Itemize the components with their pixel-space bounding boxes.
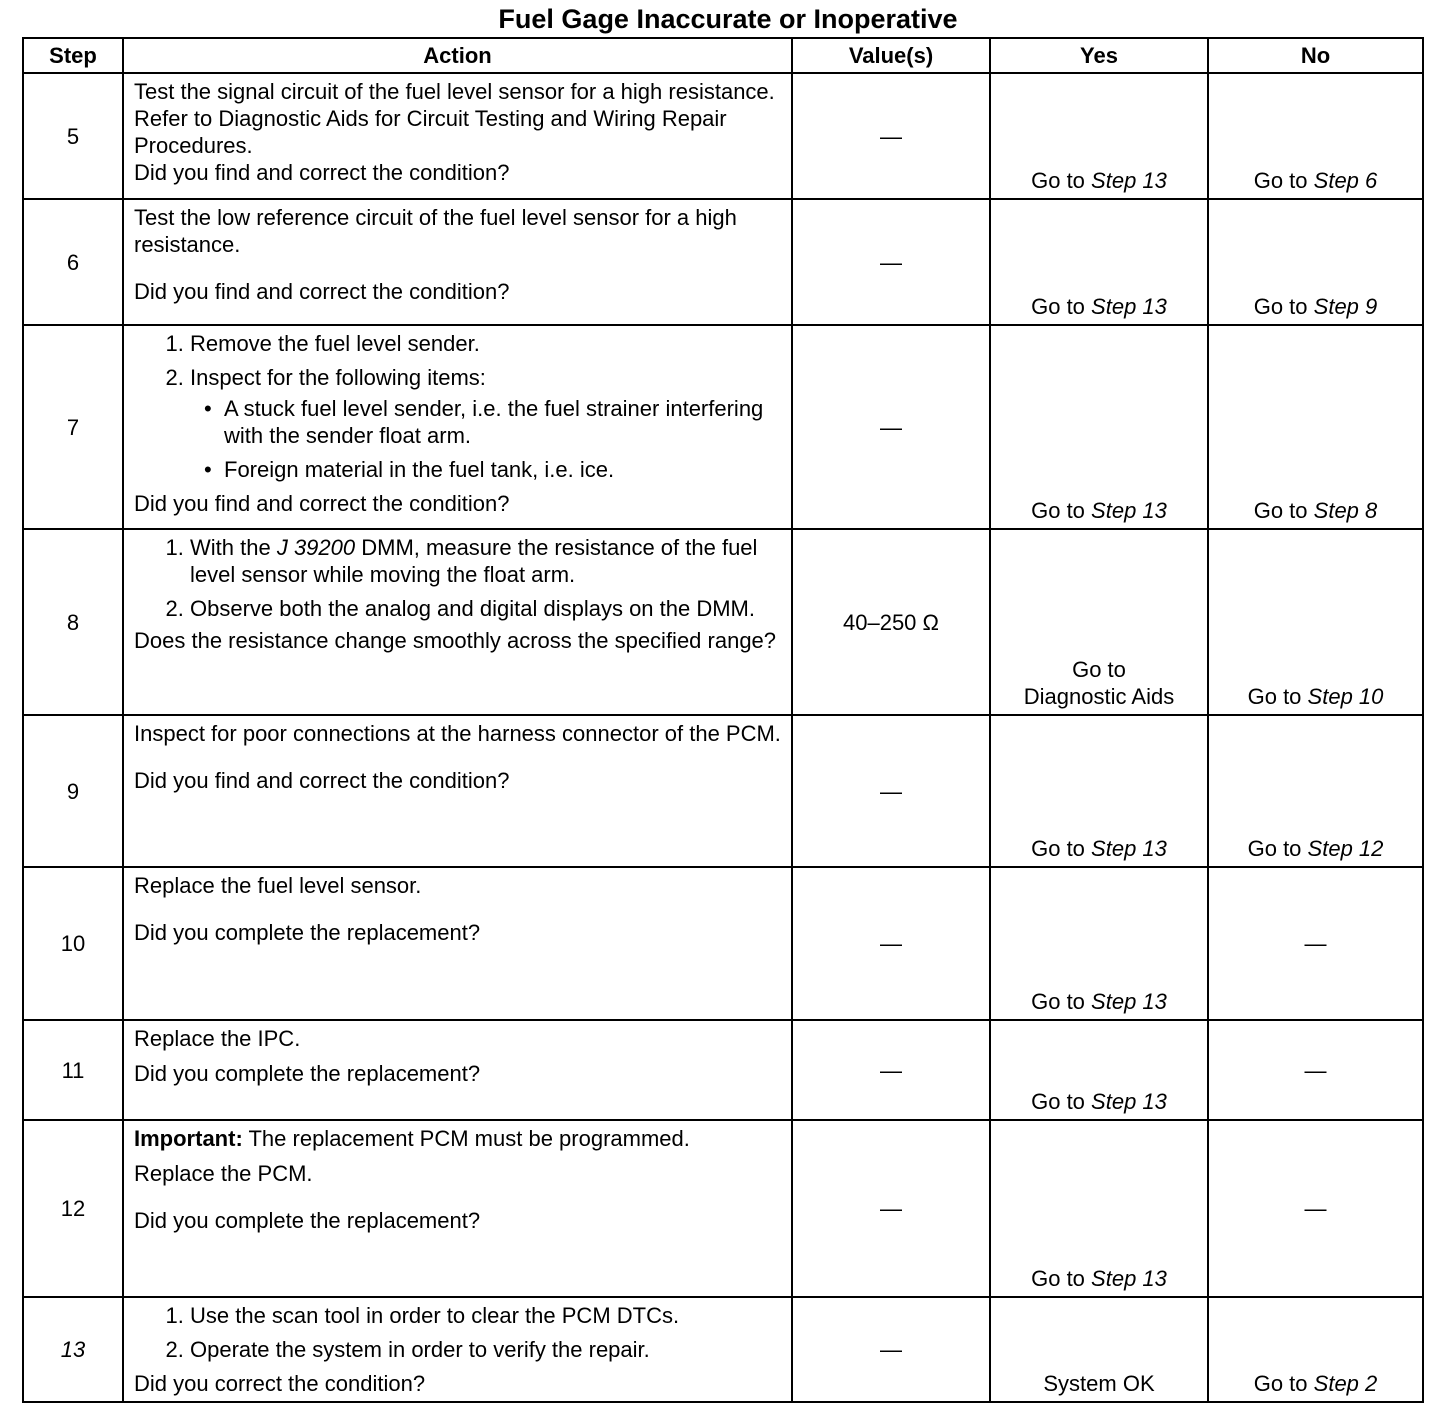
action-question: Did you find and correct the condition?	[134, 491, 510, 516]
yes-prefix: Go to	[1072, 657, 1126, 682]
action-list	[134, 330, 783, 483]
list-item	[190, 364, 783, 483]
table-row	[23, 529, 1423, 715]
action-text: Inspect for poor connections at the harness connector of the PCM.	[134, 721, 781, 746]
yes-prefix: Go to	[1031, 836, 1085, 861]
no-cell: —	[1208, 867, 1423, 1020]
action-question: Did you find and correct the condition?	[134, 160, 510, 185]
action-cell	[123, 1120, 792, 1297]
header-step: Step	[23, 38, 123, 73]
list-item-prefix: With the	[190, 535, 271, 560]
no-prefix: Go to	[1253, 168, 1308, 193]
step-number: 8	[23, 529, 123, 715]
value-cell: —	[792, 199, 990, 325]
no-cell: —	[1208, 1020, 1423, 1120]
list-item: 1. Use the scan tool in order to clear the PCM DTCs.	[190, 1302, 783, 1329]
value-cell: —	[792, 715, 990, 867]
step-number: 11	[23, 1020, 123, 1120]
value-cell: —	[792, 325, 990, 529]
value-cell: —	[792, 1020, 990, 1120]
important-text: The replacement PCM must be programmed.	[248, 1126, 690, 1151]
action-cell	[123, 199, 792, 325]
no-step-link[interactable]: Step 12	[1307, 836, 1384, 861]
action-text: Test the signal circuit of the fuel level sensor for a high resistance. Refer to Diagnostic Aids for Circuit Testing and Wiring Repair Procedures.	[134, 79, 775, 158]
yes-diagnostic-aids-link[interactable]: Diagnostic Aids	[1023, 684, 1175, 709]
yes-cell	[990, 73, 1208, 199]
action-cell	[123, 1020, 792, 1120]
no-cell	[1208, 529, 1423, 715]
no-prefix: Go to	[1247, 836, 1302, 861]
action-list	[134, 1302, 783, 1363]
action-question: Does the resistance change smoothly across the specified range?	[134, 628, 777, 653]
yes-prefix: Go to	[1031, 498, 1085, 523]
bullet-item: • Foreign material in the fuel tank, i.e. ice.	[224, 456, 783, 483]
table-row	[23, 867, 1423, 1020]
no-cell	[1208, 715, 1423, 867]
step-number: 9	[23, 715, 123, 867]
step-number: 7	[23, 325, 123, 529]
step-number: 6	[23, 199, 123, 325]
action-question: Did you find and correct the condition?	[134, 279, 510, 304]
value-cell: —	[792, 73, 990, 199]
yes-step-link[interactable]: Step 13	[1091, 989, 1167, 1014]
action-cell	[123, 1297, 792, 1402]
step-number: 12	[23, 1120, 123, 1297]
list-item-text: Inspect for the following items:	[190, 365, 486, 390]
no-step-link[interactable]: Step 2	[1313, 1371, 1378, 1396]
no-prefix: Go to	[1247, 684, 1302, 709]
yes-cell	[990, 1020, 1208, 1120]
action-text: Replace the IPC.	[134, 1026, 301, 1051]
no-prefix: Go to	[1253, 294, 1308, 319]
table-row	[23, 1120, 1423, 1297]
no-step-link[interactable]: Step 10	[1307, 684, 1384, 709]
action-text: Replace the PCM.	[134, 1161, 313, 1186]
yes-cell	[990, 1120, 1208, 1297]
yes-cell	[990, 867, 1208, 1020]
table-row	[23, 715, 1423, 867]
header-action: Action	[123, 38, 792, 73]
important-label: Important:	[134, 1126, 243, 1151]
list-item	[190, 534, 783, 588]
action-cell	[123, 867, 792, 1020]
table-row	[23, 1297, 1423, 1402]
action-question: Did you complete the replacement?	[134, 920, 481, 945]
page-title: Fuel Gage Inaccurate or Inoperative	[498, 4, 958, 34]
value-cell: —	[792, 1297, 990, 1402]
tool-name: J 39200	[276, 535, 356, 560]
step-number: 5	[23, 73, 123, 199]
yes-prefix: Go to	[1031, 989, 1085, 1014]
important-note	[134, 1125, 783, 1152]
list-item-text: DMM, measure the resistance of the fuel level sensor while moving the float arm.	[190, 535, 758, 587]
yes-prefix: Go to	[1031, 1266, 1085, 1291]
list-item: 2. Operate the system in order to verify the repair.	[190, 1336, 783, 1363]
action-question: Did you complete the replacement?	[134, 1208, 481, 1233]
yes-prefix: Go to	[1031, 1089, 1085, 1114]
header-values: Value(s)	[792, 38, 990, 73]
yes-step-link[interactable]: Step 13	[1091, 836, 1167, 861]
value-cell: —	[792, 1120, 990, 1297]
yes-prefix: Go to	[1031, 294, 1085, 319]
action-question: Did you correct the condition?	[134, 1371, 426, 1396]
no-prefix: Go to	[1253, 1371, 1308, 1396]
value-cell: 40–250 Ω	[792, 529, 990, 715]
table-row	[23, 199, 1423, 325]
bullet-item: • A stuck fuel level sender, i.e. the fuel strainer interfering with the sender float arm.	[224, 395, 783, 449]
no-step-link[interactable]: Step 9	[1313, 294, 1378, 319]
yes-step-link[interactable]: Step 13	[1091, 1266, 1167, 1291]
header-no: No	[1208, 38, 1423, 73]
action-cell	[123, 529, 792, 715]
yes-step-link[interactable]: Step 13	[1091, 294, 1167, 319]
no-step-link[interactable]: Step 8	[1313, 498, 1378, 523]
action-question: Did you find and correct the condition?	[134, 768, 510, 793]
no-cell: —	[1208, 1120, 1423, 1297]
action-text: Test the low reference circuit of the fuel level sensor for a high resistance.	[134, 205, 737, 257]
action-cell	[123, 325, 792, 529]
table-row	[23, 325, 1423, 529]
table-row	[23, 1020, 1423, 1120]
header-row	[23, 38, 1423, 73]
action-cell	[123, 715, 792, 867]
action-text: Replace the fuel level sensor.	[134, 873, 422, 898]
action-list	[134, 534, 783, 622]
action-question: Did you complete the replacement?	[134, 1061, 481, 1086]
yes-cell	[990, 199, 1208, 325]
no-step-link[interactable]: Step 6	[1313, 168, 1378, 193]
yes-cell	[990, 325, 1208, 529]
action-cell	[123, 73, 792, 199]
yes-cell	[990, 529, 1208, 715]
no-cell	[1208, 199, 1423, 325]
yes-cell	[990, 715, 1208, 867]
table-row	[23, 73, 1423, 199]
no-cell	[1208, 325, 1423, 529]
step-number	[23, 1297, 123, 1402]
no-prefix: Go to	[1253, 498, 1308, 523]
yes-prefix: Go to	[1031, 168, 1085, 193]
yes-step-link[interactable]: Step 13	[1091, 168, 1167, 193]
list-item: 2. Observe both the analog and digital displays on the DMM.	[190, 595, 783, 622]
no-cell	[1208, 73, 1423, 199]
bullet-list	[190, 395, 783, 483]
value-cell: —	[792, 867, 990, 1020]
header-yes: Yes	[990, 38, 1208, 73]
diagnostic-table	[22, 37, 1424, 1403]
step-number: 10	[23, 867, 123, 1020]
yes-cell: System OK	[990, 1297, 1208, 1402]
step-number-text: 13	[60, 1337, 86, 1362]
yes-step-link[interactable]: Step 13	[1091, 1089, 1167, 1114]
yes-step-link[interactable]: Step 13	[1091, 498, 1167, 523]
list-item: 1. Remove the fuel level sender.	[190, 330, 783, 357]
no-cell	[1208, 1297, 1423, 1402]
